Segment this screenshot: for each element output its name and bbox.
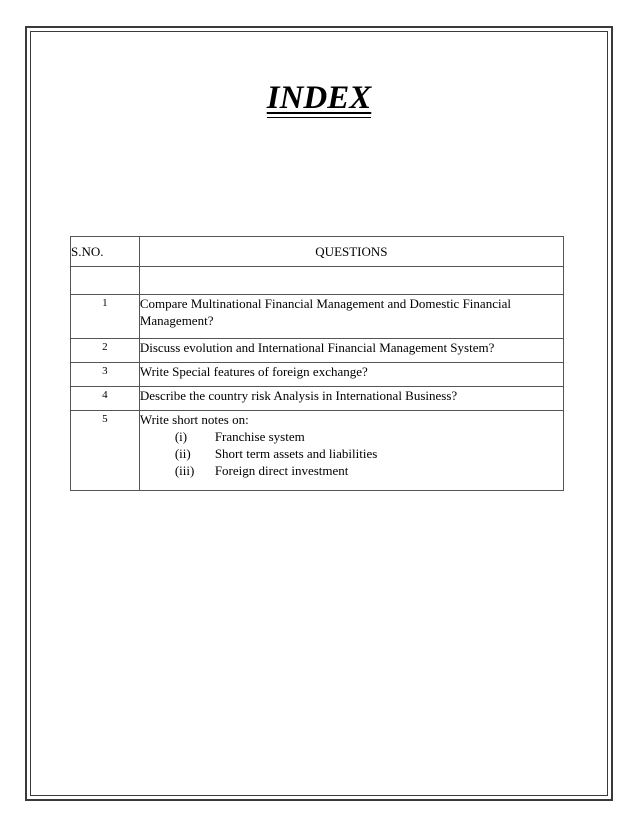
- sub-item: [140, 445, 563, 462]
- sno-cell: 2: [71, 339, 140, 363]
- questions-column-header: QUESTIONS: [139, 237, 563, 267]
- table-empty-row: [71, 267, 564, 295]
- sub-item-number: (i): [174, 429, 188, 444]
- question-cell: Write Special features of foreign exchange?: [139, 363, 563, 387]
- question-cell: Describe the country risk Analysis in International Business?: [139, 387, 563, 411]
- sub-item: [140, 428, 563, 445]
- sub-item-text: Franchise system: [214, 429, 305, 444]
- table-row: [71, 295, 564, 339]
- index-table: [70, 236, 564, 491]
- sub-item-number: (iii): [174, 463, 195, 478]
- sub-item: [140, 462, 563, 479]
- sub-item-list: [140, 428, 563, 479]
- empty-cell: [139, 267, 563, 295]
- question-cell: Compare Multinational Financial Management and Domestic Financial Management?: [139, 295, 563, 339]
- sno-cell: 3: [71, 363, 140, 387]
- table-row: [71, 387, 564, 411]
- table-row: [71, 339, 564, 363]
- empty-cell: [71, 267, 140, 295]
- page-title-text: INDEX: [266, 80, 372, 116]
- sub-item-text: Short term assets and liabilities: [214, 446, 378, 461]
- question-cell: Discuss evolution and International Financial Management System?: [139, 339, 563, 363]
- table-header-row: [71, 237, 564, 267]
- question-text: Write short notes on:: [139, 412, 249, 427]
- table-row: [71, 411, 564, 491]
- table-row: [71, 363, 564, 387]
- sno-cell: 1: [71, 295, 140, 339]
- sno-cell: 5: [71, 411, 140, 491]
- question-cell: [139, 411, 563, 491]
- sub-item-number: (ii): [174, 446, 191, 461]
- sno-cell: 4: [71, 387, 140, 411]
- page-title: [0, 78, 638, 118]
- sub-item-text: Foreign direct investment: [214, 463, 349, 478]
- sno-column-header: S.NO.: [71, 237, 140, 267]
